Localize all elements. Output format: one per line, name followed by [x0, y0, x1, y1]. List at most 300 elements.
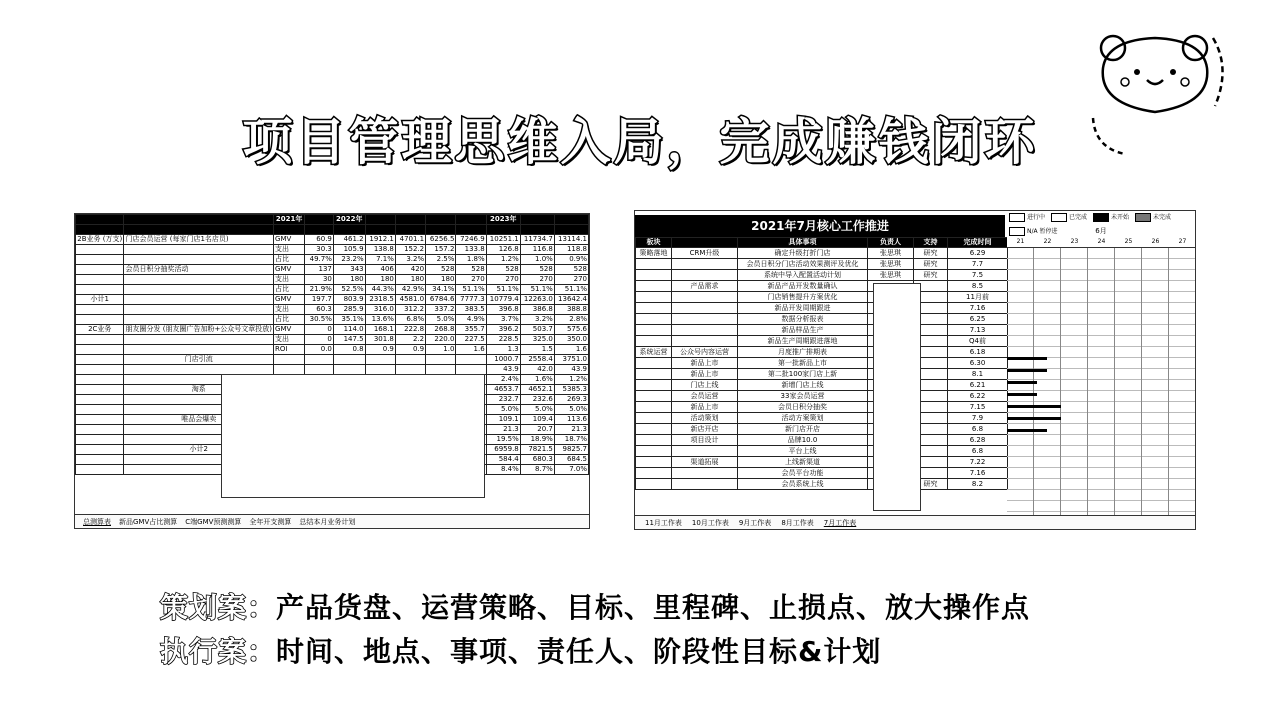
value-cell: 6784.6	[426, 295, 456, 305]
value-cell: 228.5	[486, 335, 520, 345]
date-cell: 7.13	[948, 325, 1008, 336]
header-cell	[305, 215, 334, 225]
subheader-cell	[395, 225, 425, 235]
legend-label: N/A 暂停进	[1027, 228, 1058, 235]
sheet-tab[interactable]: 7月工作表	[823, 519, 857, 527]
gantt-day-header: 27	[1169, 237, 1196, 248]
value-cell: 232.7	[486, 395, 520, 405]
value-cell: 109.4	[520, 415, 554, 425]
table-row	[636, 347, 1008, 358]
value-cell: 7246.9	[456, 235, 486, 245]
value-cell: 4653.7	[486, 385, 520, 395]
value-cell: 268.8	[426, 325, 456, 335]
metric-cell: GMV	[274, 265, 305, 275]
section-cell	[636, 281, 672, 292]
label-cell	[124, 315, 274, 325]
task-cell: 活动方案策划	[738, 413, 868, 424]
cat-cell: 会员运营	[672, 391, 738, 402]
section-cell	[636, 479, 672, 490]
sheet-tab[interactable]: 新品GMV占比测算	[119, 518, 178, 526]
section-cell	[636, 402, 672, 413]
header-cell	[554, 215, 588, 225]
value-cell: 7777.3	[456, 295, 486, 305]
cat-cell	[672, 303, 738, 314]
value-cell: 30.3	[305, 245, 334, 255]
group-cell	[76, 375, 124, 385]
gantt-bar	[1007, 369, 1047, 372]
sheet-tab[interactable]: C端GMV预测测算	[185, 518, 242, 526]
label-cell: 唯品会爆卖	[124, 415, 274, 425]
metric-cell: GMV	[274, 235, 305, 245]
task-cell: 第二批100家门店上新	[738, 369, 868, 380]
value-cell: 13114.1	[554, 235, 588, 245]
cat-cell: 公众号内容运营	[672, 347, 738, 358]
owner-cell: 张思琪	[868, 248, 914, 259]
metric-cell: 占比	[274, 255, 305, 265]
cat-cell	[672, 292, 738, 303]
value-cell: 301.8	[365, 335, 395, 345]
date-cell: Q4前	[948, 336, 1008, 347]
value-cell: 43.9	[486, 365, 520, 375]
sheet-tab[interactable]: 总结本月业务计划	[299, 518, 356, 526]
sheet-tab[interactable]: 总测算表	[83, 518, 111, 526]
empty-cell	[333, 355, 365, 365]
group-cell	[76, 385, 124, 395]
table-row	[636, 358, 1008, 369]
header-cell: 板块	[636, 238, 672, 248]
date-cell: 6.30	[948, 358, 1008, 369]
value-cell: 1.8%	[456, 255, 486, 265]
task-cell: 品牌10.0	[738, 435, 868, 446]
value-cell: 116.8	[520, 245, 554, 255]
section-cell	[636, 314, 672, 325]
value-cell: 270	[520, 275, 554, 285]
plan-text: 产品货盘、运营策略、目标、里程碑、止损点、放大操作点	[276, 591, 1031, 624]
group-cell: 2C业务	[76, 325, 124, 335]
legend-label: 未完成	[1153, 214, 1172, 221]
cat-cell	[672, 325, 738, 336]
value-cell: 49.7%	[305, 255, 334, 265]
date-cell: 8.5	[948, 281, 1008, 292]
section-cell	[636, 446, 672, 457]
cat-cell: 项目设计	[672, 435, 738, 446]
section-cell	[636, 303, 672, 314]
task-cell: 会员日积分抽奖	[738, 402, 868, 413]
value-cell: 270	[456, 275, 486, 285]
value-cell: 680.3	[520, 455, 554, 465]
value-cell: 157.2	[426, 245, 456, 255]
group-cell	[76, 305, 124, 315]
table-row	[636, 248, 1008, 259]
group-cell	[76, 345, 124, 355]
sheet-tab-bar	[635, 515, 1195, 530]
sheet-tab[interactable]: 9月工作表	[738, 519, 772, 527]
table-row	[636, 446, 1008, 457]
date-cell: 6.25	[948, 314, 1008, 325]
sheet-tab[interactable]: 全年开支测算	[249, 518, 292, 526]
table-row	[76, 255, 589, 265]
group-cell: 小计1	[76, 295, 124, 305]
date-cell: 7.5	[948, 270, 1008, 281]
cat-cell: 产品需求	[672, 281, 738, 292]
value-cell: 35.1%	[333, 315, 365, 325]
value-cell: 0.9%	[554, 255, 588, 265]
gantt-day-header: 24	[1088, 237, 1115, 248]
value-cell: 386.8	[520, 305, 554, 315]
subheader-cell	[76, 225, 124, 235]
value-cell: 270	[554, 275, 588, 285]
table-row	[636, 314, 1008, 325]
cat-cell	[672, 270, 738, 281]
value-cell: 5.0%	[426, 315, 456, 325]
value-cell: 18.9%	[520, 435, 554, 445]
value-cell: 60.3	[305, 305, 334, 315]
task-cell: 新品生产周期跟进落地	[738, 336, 868, 347]
subheader-cell	[426, 225, 456, 235]
table-row	[636, 281, 1008, 292]
value-cell: 2318.5	[365, 295, 395, 305]
value-cell: 3.7%	[486, 315, 520, 325]
value-cell: 575.6	[554, 325, 588, 335]
value-cell: 388.8	[554, 305, 588, 315]
label-cell	[124, 345, 274, 355]
label-cell: 淘系	[124, 385, 274, 395]
value-cell: 461.2	[333, 235, 365, 245]
value-cell: 180	[333, 275, 365, 285]
subheader-cell	[333, 225, 365, 235]
header-cell: 具体事项	[738, 238, 868, 248]
date-cell: 7.15	[948, 402, 1008, 413]
value-cell: 60.9	[305, 235, 334, 245]
task-cell: 确定升级打折门店	[738, 248, 868, 259]
group-cell	[76, 285, 124, 295]
value-cell: 270	[486, 275, 520, 285]
label-cell	[124, 285, 274, 295]
gantt-bar	[1007, 381, 1037, 384]
value-cell: 10779.4	[486, 295, 520, 305]
value-cell: 6256.5	[426, 235, 456, 245]
value-cell: 0.0	[305, 345, 334, 355]
value-cell: 1.5	[520, 345, 554, 355]
legend-item	[1093, 214, 1129, 221]
table-row	[636, 336, 1008, 347]
empty-cell	[274, 365, 305, 375]
owner-cell: 张思琪	[868, 259, 914, 270]
empty-cell	[456, 365, 486, 375]
date-cell: 8.1	[948, 369, 1008, 380]
value-cell: 1.0	[426, 345, 456, 355]
header-row	[636, 238, 1008, 248]
value-cell: 133.8	[456, 245, 486, 255]
table-row	[76, 325, 589, 335]
table-row	[76, 345, 589, 355]
value-cell: 138.8	[365, 245, 395, 255]
legend-label: 进行中	[1027, 214, 1046, 221]
gantt-day-header: 26	[1142, 237, 1169, 248]
section-cell	[636, 435, 672, 446]
exec-label: 执行案：	[160, 635, 277, 668]
metric-cell: 支出	[274, 275, 305, 285]
cat-cell: 新品上市	[672, 402, 738, 413]
value-cell: 584.4	[486, 455, 520, 465]
value-cell: 42.9%	[395, 285, 425, 295]
value-cell: 227.5	[456, 335, 486, 345]
value-cell: 3.2%	[520, 315, 554, 325]
date-cell: 6.21	[948, 380, 1008, 391]
header-cell	[456, 215, 486, 225]
subheader-cell	[520, 225, 554, 235]
section-cell	[636, 270, 672, 281]
cat-cell: 门店上线	[672, 380, 738, 391]
table-row	[636, 325, 1008, 336]
value-cell: 113.6	[554, 415, 588, 425]
support-cell: 研究	[914, 248, 948, 259]
value-cell: 20.7	[520, 425, 554, 435]
label-cell: 小计2	[124, 445, 274, 455]
value-cell: 2.8%	[554, 315, 588, 325]
value-cell: 528	[520, 265, 554, 275]
table-row	[76, 315, 589, 325]
value-cell: 0.8	[333, 345, 365, 355]
value-cell: 168.1	[365, 325, 395, 335]
header-cell: 负责人	[868, 238, 914, 248]
value-cell: 1.2%	[554, 375, 588, 385]
group-cell	[76, 415, 124, 425]
cat-cell	[672, 446, 738, 457]
section-cell	[636, 259, 672, 270]
label-cell: 门店会员运营 (每家门店1名店员)	[124, 235, 274, 245]
work-plan-title: 2021年7月核心工作推进	[635, 215, 1005, 237]
date-cell: 6.22	[948, 391, 1008, 402]
value-cell: 350.0	[554, 335, 588, 345]
task-cell: 上线新渠道	[738, 457, 868, 468]
table-row	[636, 270, 1008, 281]
date-cell: 11月前	[948, 292, 1008, 303]
section-cell: 策略落地	[636, 248, 672, 259]
value-cell: 18.7%	[554, 435, 588, 445]
table-row	[636, 292, 1008, 303]
task-cell: 会员日积分门店活动效果测评及优化	[738, 259, 868, 270]
task-cell: 门店销售提升方案优化	[738, 292, 868, 303]
empty-cell	[333, 365, 365, 375]
table-row	[76, 235, 589, 245]
header-cell: 2023年	[486, 215, 520, 225]
value-cell: 8.7%	[520, 465, 554, 475]
subheader-cell	[456, 225, 486, 235]
task-cell: 新增门店上线	[738, 380, 868, 391]
value-cell: 180	[365, 275, 395, 285]
value-cell: 396.8	[486, 305, 520, 315]
value-cell: 7.0%	[554, 465, 588, 475]
value-cell: 34.1%	[426, 285, 456, 295]
value-cell: 4.9%	[456, 315, 486, 325]
empty-cell	[395, 355, 425, 365]
value-cell: 7.1%	[365, 255, 395, 265]
gantt-bar	[1007, 393, 1037, 396]
support-cell: 研究	[914, 479, 948, 490]
header-cell: 支持	[914, 238, 948, 248]
task-cell: 新品产品开发数量确认	[738, 281, 868, 292]
value-cell: 220.0	[426, 335, 456, 345]
section-cell	[636, 380, 672, 391]
section-cell	[636, 424, 672, 435]
empty-cell	[395, 365, 425, 375]
subheader-cell	[554, 225, 588, 235]
metric-cell: GMV	[274, 325, 305, 335]
subheader-cell	[365, 225, 395, 235]
group-cell	[76, 265, 124, 275]
table-row	[636, 435, 1008, 446]
metric-cell: 占比	[274, 315, 305, 325]
group-cell	[76, 245, 124, 255]
section-cell	[636, 457, 672, 468]
group-cell	[76, 275, 124, 285]
header-cell	[426, 215, 456, 225]
header-row	[76, 215, 589, 225]
legend-item	[1009, 214, 1045, 221]
value-cell: 118.8	[554, 245, 588, 255]
legend-label: 未开始	[1111, 214, 1130, 221]
value-cell: 19.5%	[486, 435, 520, 445]
sheet-tab[interactable]: 11月工作表	[645, 519, 682, 527]
value-cell: 0	[305, 335, 334, 345]
value-cell: 269.3	[554, 395, 588, 405]
gantt-day-header: 22	[1034, 237, 1061, 248]
header-cell: 完成时间	[948, 238, 1008, 248]
value-cell: 2.4%	[486, 375, 520, 385]
sheet-tab[interactable]: 8月工作表	[781, 519, 814, 527]
task-cell: 系统中导入配置活动计划	[738, 270, 868, 281]
date-cell: 7.9	[948, 413, 1008, 424]
legend-label: 已完成	[1069, 214, 1088, 221]
cat-cell: 活动策划	[672, 413, 738, 424]
sheet-tab[interactable]: 10月工作表	[691, 519, 729, 527]
gantt-bar	[1007, 405, 1061, 408]
value-cell: 222.8	[395, 325, 425, 335]
value-cell: 5.0%	[520, 405, 554, 415]
section-cell	[636, 413, 672, 424]
header-cell	[76, 215, 124, 225]
value-cell: 1.3	[486, 345, 520, 355]
empty-cell	[305, 355, 334, 365]
value-cell: 21.9%	[305, 285, 334, 295]
section-cell	[636, 358, 672, 369]
table-row	[76, 365, 589, 375]
table-row	[76, 285, 589, 295]
value-cell: 52.5%	[333, 285, 365, 295]
gantt-bar	[1007, 357, 1047, 360]
group-cell	[76, 255, 124, 265]
value-cell: 4652.1	[520, 385, 554, 395]
metric-cell: ROI	[274, 345, 305, 355]
date-cell: 7.22	[948, 457, 1008, 468]
value-cell: 312.2	[395, 305, 425, 315]
metric-cell: GMV	[274, 295, 305, 305]
value-cell: 316.0	[365, 305, 395, 315]
value-cell: 180	[426, 275, 456, 285]
value-cell: 51.1%	[554, 285, 588, 295]
table-row	[76, 245, 589, 255]
section-cell	[636, 468, 672, 479]
table-row	[636, 479, 1008, 490]
legend-item	[1135, 214, 1171, 221]
value-cell: 10251.1	[486, 235, 520, 245]
value-cell: 2558.4	[520, 355, 554, 365]
value-cell: 105.9	[333, 245, 365, 255]
value-cell: 528	[554, 265, 588, 275]
header-cell	[520, 215, 554, 225]
value-cell: 197.7	[305, 295, 334, 305]
task-cell: 数据分析报表	[738, 314, 868, 325]
table-row	[76, 355, 589, 365]
value-cell: 803.9	[333, 295, 365, 305]
date-cell: 7.16	[948, 303, 1008, 314]
sheet-tab-bar	[75, 514, 589, 529]
subheader-cell	[274, 225, 305, 235]
legend-swatch-icon	[1009, 213, 1025, 222]
empty-cell	[426, 365, 456, 375]
value-cell: 1912.1	[365, 235, 395, 245]
value-cell: 51.1%	[456, 285, 486, 295]
label-cell	[124, 295, 274, 305]
value-cell: 325.0	[520, 335, 554, 345]
date-cell: 6.8	[948, 424, 1008, 435]
value-cell: 6.8%	[395, 315, 425, 325]
task-cell: 新门店开店	[738, 424, 868, 435]
table-row	[636, 259, 1008, 270]
value-cell: 406	[365, 265, 395, 275]
value-cell: 0	[305, 325, 334, 335]
cat-cell: 新店开店	[672, 424, 738, 435]
table-row	[636, 402, 1008, 413]
date-cell: 6.18	[948, 347, 1008, 358]
label-cell: 朋友圈分发 (朋友圈广告加粉+公众号文章投放)	[125, 325, 273, 333]
section-cell	[636, 336, 672, 347]
label-cell	[124, 245, 274, 255]
group-cell	[76, 405, 124, 415]
value-cell: 343	[333, 265, 365, 275]
cat-cell: CRM升级	[672, 248, 738, 259]
value-cell: 126.8	[486, 245, 520, 255]
task-cell: 新品样品生产	[738, 325, 868, 336]
plan-line	[160, 586, 1030, 626]
value-cell: 11734.7	[520, 235, 554, 245]
value-cell: 0.9	[395, 345, 425, 355]
value-cell: 180	[395, 275, 425, 285]
date-cell: 8.2	[948, 479, 1008, 490]
metric-cell: 支出	[274, 305, 305, 315]
task-cell: 会员系统上线	[738, 479, 868, 490]
value-cell: 396.2	[486, 325, 520, 335]
value-cell: 7821.5	[520, 445, 554, 455]
value-cell: 1.6	[456, 345, 486, 355]
gantt-month: 6月	[1007, 225, 1195, 238]
table-row	[636, 303, 1008, 314]
gantt-chart	[1007, 237, 1195, 515]
gantt-bar	[1007, 417, 1061, 420]
table-row	[636, 369, 1008, 380]
value-cell: 114.0	[333, 325, 365, 335]
subheader-row	[76, 225, 589, 235]
header-cell	[124, 215, 274, 225]
redacted-area	[873, 283, 921, 511]
group-cell	[76, 425, 124, 435]
table-row	[76, 335, 589, 345]
value-cell: 5385.3	[554, 385, 588, 395]
table-row	[76, 305, 589, 315]
cat-cell: 新品上市	[672, 358, 738, 369]
table-row	[76, 295, 589, 305]
